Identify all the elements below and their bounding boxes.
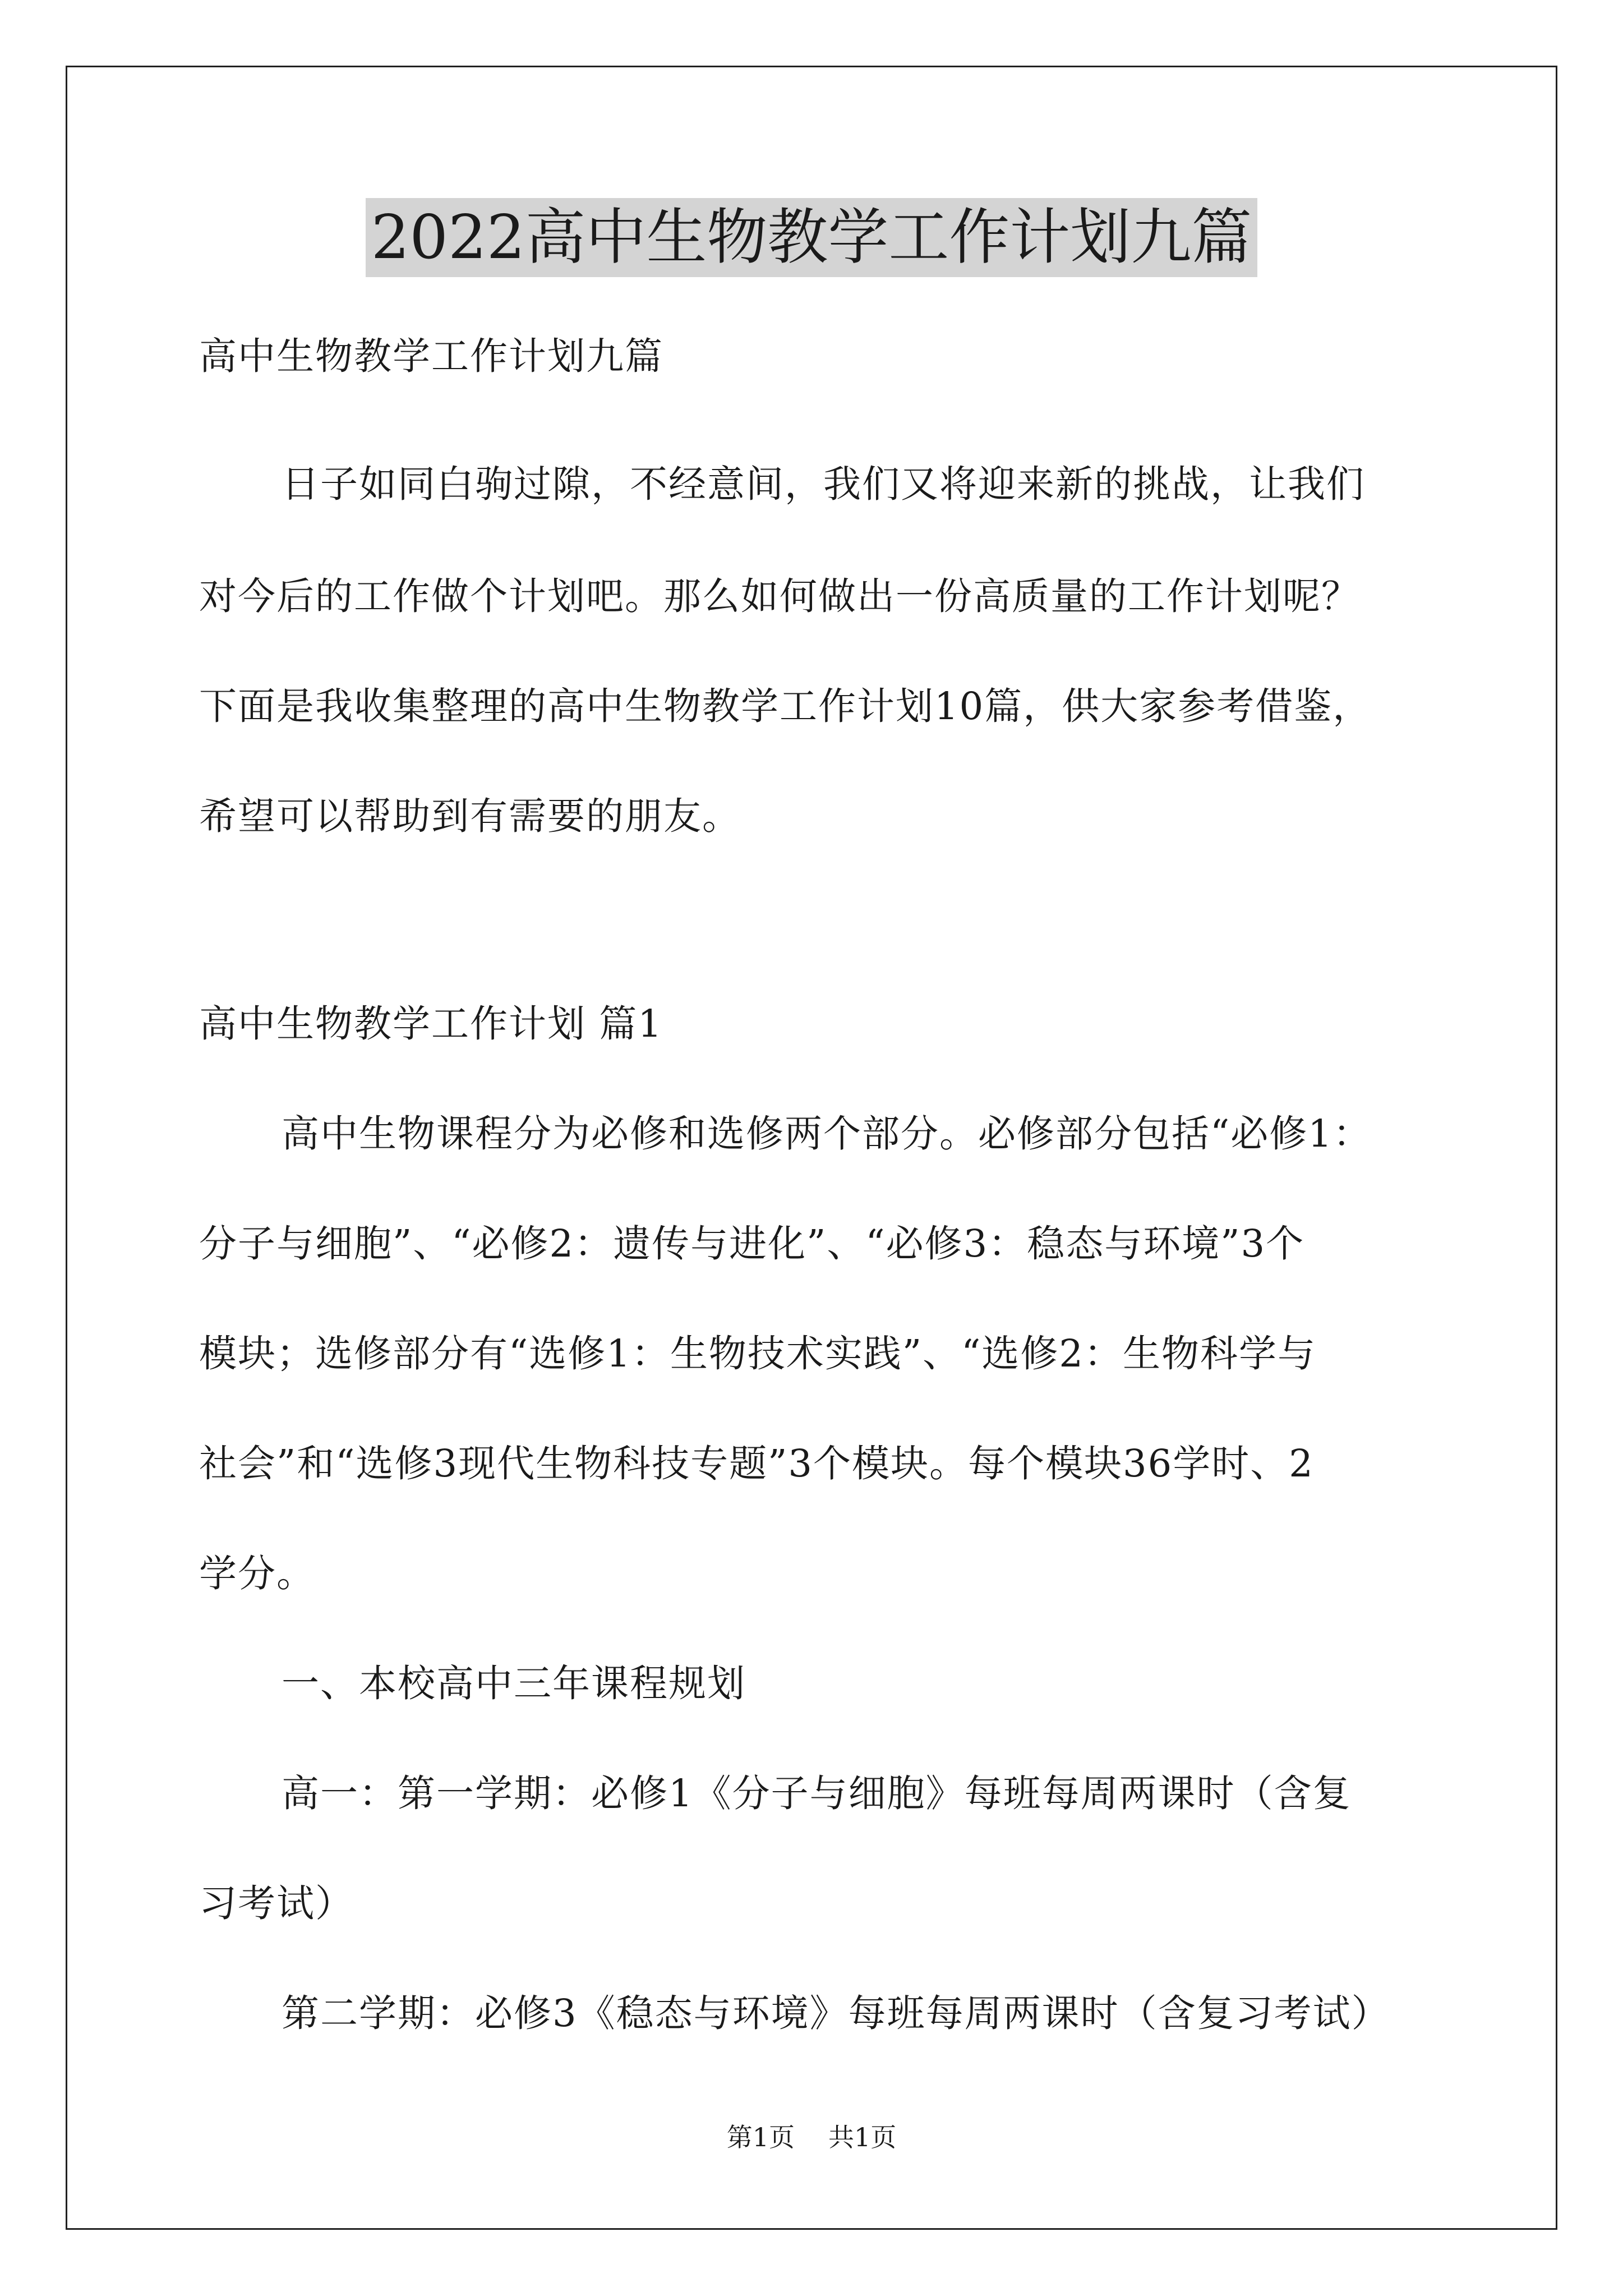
page-number: 第1页: [726, 2122, 795, 2152]
plan-line-1: 高一：第一学期：必修1《分子与细胞》每班每周两课时（含复: [282, 1772, 1352, 1815]
plan-heading: 一、本校高中三年课程规划: [282, 1662, 746, 1705]
intro-line-2: 对今后的工作做个计划吧。那么如何做出一份高质量的工作计划呢？: [199, 574, 1360, 618]
intro-line-1: 日子如同白驹过隙，不经意间，我们又将迎来新的挑战，让我们: [282, 462, 1365, 506]
body-line-1: 高中生物课程分为必修和选修两个部分。必修部分包括“必修1：: [282, 1112, 1372, 1156]
body-line-3: 模块；选修部分有“选修1：生物技术实践”、“选修2：生物科学与: [199, 1332, 1317, 1375]
section-heading: 高中生物教学工作计划 篇1: [199, 1002, 663, 1046]
document-title-text: 2022高中生物教学工作计划九篇: [366, 198, 1258, 277]
body-line-4: 社会”和“选修3现代生物科技专题”3个模块。每个模块36学时、2: [199, 1442, 1314, 1485]
intro-line-4: 希望可以帮助到有需要的朋友。: [199, 794, 741, 838]
body-line-5: 学分。: [199, 1552, 315, 1595]
page-footer: [0, 2120, 1623, 2154]
intro-line-3: 下面是我收集整理的高中生物教学工作计划10篇，供大家参考借鉴，: [199, 684, 1372, 728]
plan-line-3: 第二学期：必修3《稳态与环境》每班每周两课时（含复习考试）: [282, 1991, 1390, 2035]
page-total: 共1页: [828, 2122, 897, 2152]
document-title: [0, 199, 1623, 277]
body-line-2: 分子与细胞”、“必修2：遗传与进化”、“必修3：稳态与环境”3个: [199, 1222, 1305, 1266]
document-subtitle: 高中生物教学工作计划九篇: [199, 334, 663, 378]
plan-line-2: 习考试）: [199, 1881, 354, 1925]
